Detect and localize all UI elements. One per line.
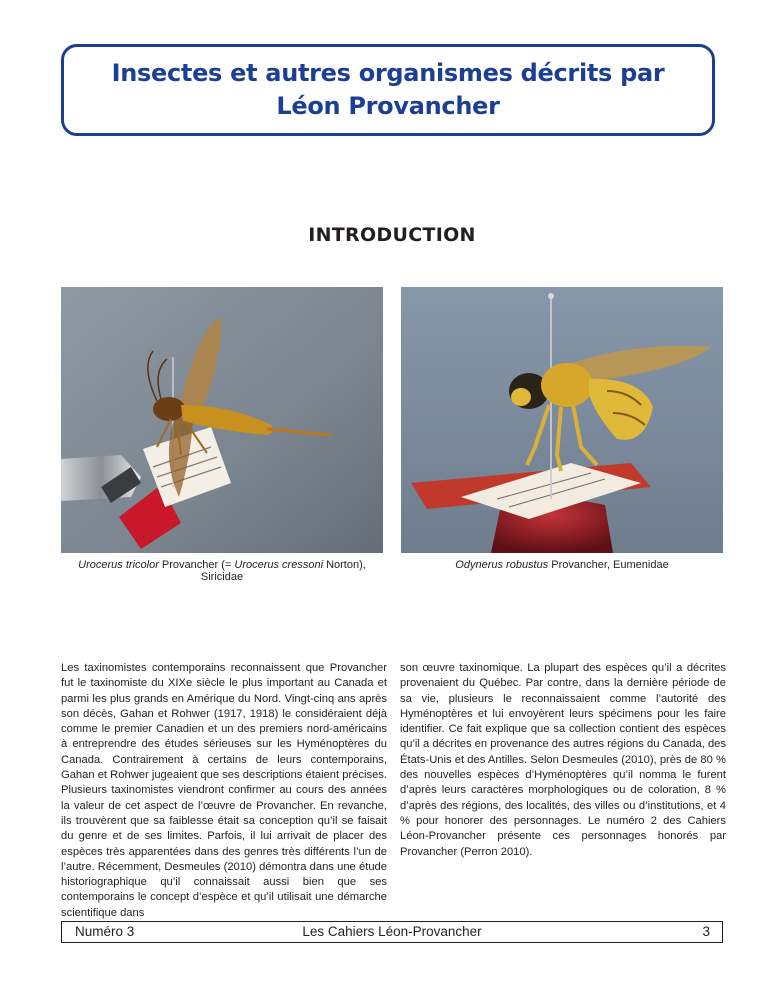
section-heading: INTRODUCTION bbox=[308, 224, 476, 246]
body-paragraph: son œuvre taxinomique. La plupart des espèces qu’il a décrites provenaient du Québec. Par contre, dans la dernière période de sa vie, plusieurs le reconnaissaient comme l’autorité des Hyménoptères et lui envoyèrent leurs spécimens pour les faire identifier. Ce fait explique que sa collection contient des espèces qu’il a décrites en provenance des autres régions du Canada, des États-Unis et des Antilles. Selon Desmeules (2010), près de 80 % des nouvelles espèces d’Hyménoptères qu’il nomma le furent d’après leurs caractères morphologiques ou de coloration, 8 % d’après des régions, des localités, des villes ou d’institutions, et 4 % pour honorer des personnages. Le numéro 2 des Cahiers Léon-Provancher présente ces personnages honorés par Provancher (Perron 2010). bbox=[400, 662, 726, 858]
caption-species-name: Odynerus robustus bbox=[455, 559, 549, 571]
title-line-1: Insectes et autres organismes décrits par bbox=[111, 59, 665, 87]
footer-issue: Numéro 3 bbox=[75, 924, 135, 939]
footer-publication: Les Cahiers Léon-Provancher bbox=[302, 924, 482, 939]
caption-species-name: Urocerus tricolor bbox=[78, 559, 159, 571]
title-box bbox=[61, 44, 715, 136]
caption-synonym: Urocerus cressoni bbox=[234, 559, 324, 571]
specimen-photo-urocerus bbox=[61, 287, 383, 553]
title-line-2: Léon Provancher bbox=[276, 92, 500, 120]
footer-page-number: 3 bbox=[702, 924, 710, 939]
caption-family: Provancher, Eumenidae bbox=[548, 559, 669, 571]
body-column-right bbox=[400, 661, 726, 860]
body-paragraph: Les taxinomistes contemporains reconnaissent que Provancher fut le taxinomiste du XIXe siècle le plus important au Canada et parmi les plus grands en Amérique du Nord. Vingt-cinq ans après son décès, Gahan et Rohwer (1917, 1918) le considéraient déjà comme le premier Canadien et un des premiers nord-américains à entreprendre des études sérieuses sur les Hyménoptères du Canada. Contrairement à certains de leurs contemporains, Gahan et Rohwer jugeaient que ses descriptions étaient précises. Plusieurs taxinomistes viendront confirmer au cours des années la valeur de cet aspect de l’œuvre de Provancher. En revanche, ils trouvèrent que sa faiblesse était sa conception qu’il se faisait du genre et de ses limites. Parfois, il lui arrivait de placer des espèces très apparentées dans des genres très différents l’un de l’autre. Récemment, Desmeules (2010) démontra dans une étude historiographique qu’il connaissait aussi bien que ses contemporains le concept d’espèce et qu’il utilisait une démarche scientifique dans bbox=[61, 662, 387, 919]
specimen-photo-odynerus bbox=[401, 287, 723, 553]
figure-caption-right bbox=[401, 559, 723, 571]
page-footer bbox=[61, 921, 723, 943]
caption-author: Provancher (= bbox=[158, 559, 235, 571]
page-title bbox=[112, 57, 665, 123]
caption-family: Norton), Siricidae bbox=[200, 559, 366, 583]
body-column-left bbox=[61, 661, 387, 921]
figure-caption-left bbox=[61, 559, 383, 583]
